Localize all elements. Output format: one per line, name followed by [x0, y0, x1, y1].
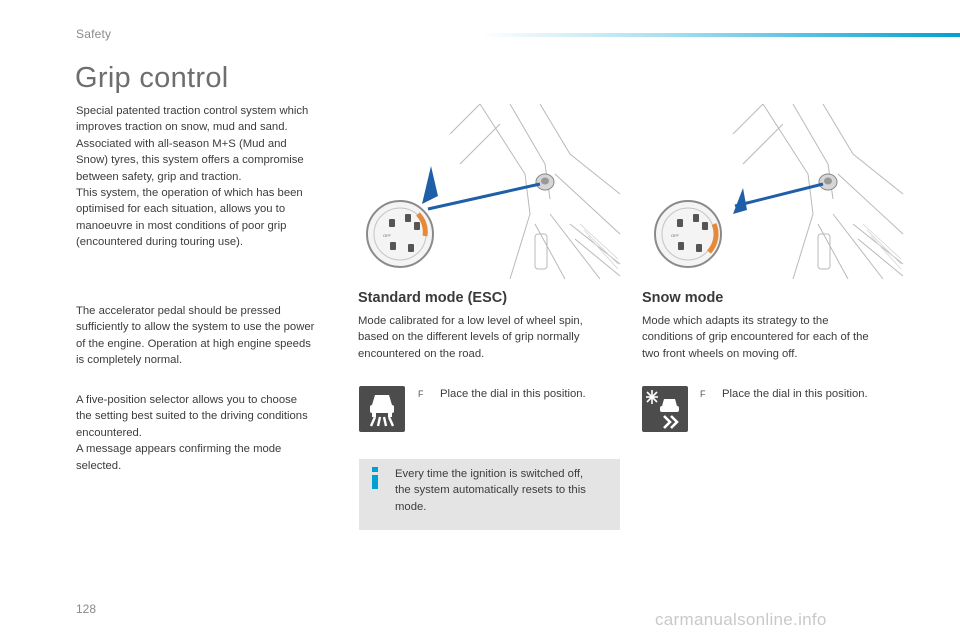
- header-accent-bar: [480, 33, 960, 37]
- intro-paragraph: Special patented traction control system which improves traction on snow, mud and sand. Associated with all-season M+S (Mud and Snow) tyres, this system offers a compromise between safety, grip and traction. This system, the operation of which has been optimised for each situation, allows you to manoeuvre in most conditions of poor grip (encountered during touring use).: [76, 105, 309, 249]
- dial-illustration-snow: [671, 104, 903, 279]
- snow-mode-step: F Place the dial in this position.: [700, 388, 868, 400]
- svg-text:OFF: OFF: [671, 233, 679, 238]
- svg-text:OFF: OFF: [383, 233, 391, 238]
- snow-mode-description: Mode which adapts its strategy to the conditions of grip encountered for each of the two front wheels on moving off.: [642, 315, 869, 360]
- step-bullet-icon: F: [700, 389, 706, 399]
- info-text: Every time the ignition is switched off, the system automatically resets to this mode.: [395, 468, 586, 513]
- info-box: [359, 459, 620, 530]
- accelerator-paragraph: The accelerator pedal should be pressed sufficiently to allow the system to use the power of the engine. Operation at high engine speeds is completely normal.: [76, 305, 315, 367]
- watermark: carmanualsonline.info: [655, 610, 827, 629]
- info-icon: [369, 467, 381, 489]
- page-title: Grip control: [75, 62, 229, 94]
- snow-mode-title: Snow mode: [642, 290, 724, 306]
- dial-illustration-standard: [383, 104, 620, 279]
- page-number: 128: [76, 602, 97, 616]
- section-header: Safety: [76, 27, 112, 41]
- selector-paragraph: A five-position selector allows you to choose the setting best suited to the driving conditions encountered. A message appears confirming the mode selected.: [76, 394, 308, 472]
- standard-traction-icon: [359, 386, 405, 432]
- standard-mode-step: F Place the dial in this position.: [418, 388, 586, 400]
- snow-traction-icon: [642, 386, 688, 432]
- step-bullet-icon: F: [418, 389, 424, 399]
- standard-mode-description: Mode calibrated for a low level of wheel spin, based on the different levels of grip normally encountered on the road.: [358, 315, 583, 360]
- standard-mode-title: Standard mode (ESC): [358, 290, 508, 306]
